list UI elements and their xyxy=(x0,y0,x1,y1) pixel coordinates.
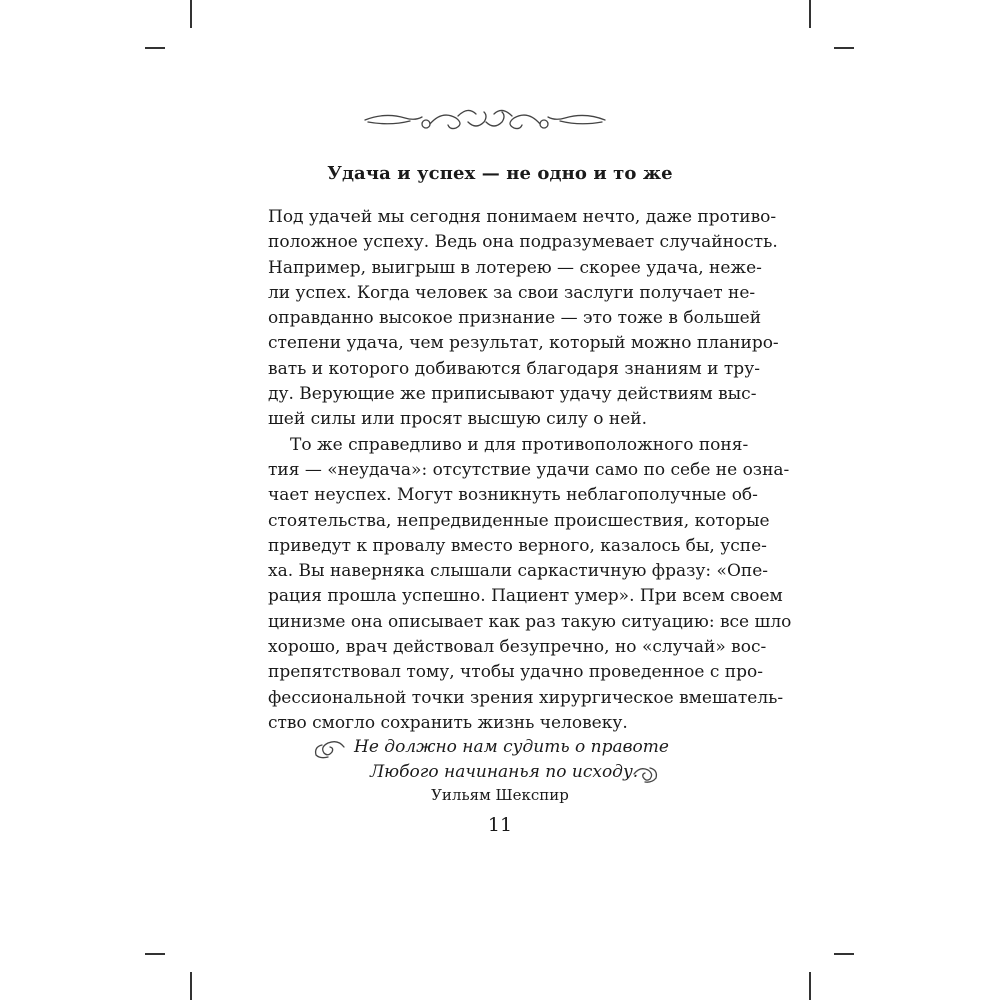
crop-mark xyxy=(809,972,811,1000)
text-line: положное успеху. Ведь она подразумевает случайность. xyxy=(268,232,778,253)
text-line: цинизме она описывает как раз такую ситуацию: все шло xyxy=(268,611,792,632)
text-line: вать и которого добиваются благодаря знаниям и тру- xyxy=(268,358,760,379)
crop-mark xyxy=(190,0,192,28)
crop-mark xyxy=(145,47,165,49)
crop-mark xyxy=(145,953,165,955)
page-number: 11 xyxy=(487,814,513,836)
text-line: оправданно высокое признание — это тоже в большей xyxy=(268,308,762,329)
crop-mark xyxy=(834,953,854,955)
text-line: фессиональной точки зрения хирургическое вмешатель- xyxy=(268,687,784,708)
text-line: То же справедливо и для противоположного поня- xyxy=(290,434,749,455)
swirl-open-icon xyxy=(310,737,348,759)
body-text xyxy=(268,205,792,736)
text-line: рация прошла успешно. Пациент умер». При всем своем xyxy=(268,586,783,607)
crop-mark xyxy=(190,972,192,1000)
text-line: приведут к провалу вместо верного, казалось бы, успе- xyxy=(268,535,767,556)
epigraph-line: Не должно нам судить о правоте xyxy=(354,737,669,757)
text-line: степени удача, чем результат, который можно планиро- xyxy=(268,333,779,354)
text-line: ха. Вы наверняка слышали саркастичную фразу: «Опе- xyxy=(268,561,769,582)
epigraph-line: Любого начинанья по исходу. xyxy=(370,762,639,782)
text-line: хорошо, врач действовал безупречно, но «случай» вос- xyxy=(268,637,767,658)
crop-mark xyxy=(809,0,811,28)
epigraph-author: Уильям Шекспир xyxy=(431,786,569,804)
text-line: чает неуспех. Могут возникнуть неблагополучные об- xyxy=(268,485,758,506)
text-line: Например, выигрыш в лотерею — скорее удача, неже- xyxy=(268,257,762,278)
swirl-close-icon xyxy=(630,762,660,784)
chapter-title: Удача и успех — не одно и то же xyxy=(327,163,673,184)
text-line: препятствовал тому, чтобы удачно проведенное с про- xyxy=(268,662,763,683)
text-line: ство смогло сохранить жизнь человеку. xyxy=(268,712,628,733)
text-line: ли успех. Когда человек за свои заслуги получает не- xyxy=(268,282,756,303)
flourish-divider-icon xyxy=(360,100,610,136)
text-line: ду. Верующие же приписывают удачу действиям выс- xyxy=(268,384,757,405)
crop-mark xyxy=(834,47,854,49)
text-line: тия — «неудача»: отсутствие удачи само по себе не озна- xyxy=(268,459,790,480)
text-line: шей силы или просят высшую силу о ней. xyxy=(268,409,648,430)
text-line: стоятельства, непредвиденные происшествия, которые xyxy=(268,510,770,531)
text-line: Под удачей мы сегодня понимаем нечто, даже противо- xyxy=(268,207,777,227)
